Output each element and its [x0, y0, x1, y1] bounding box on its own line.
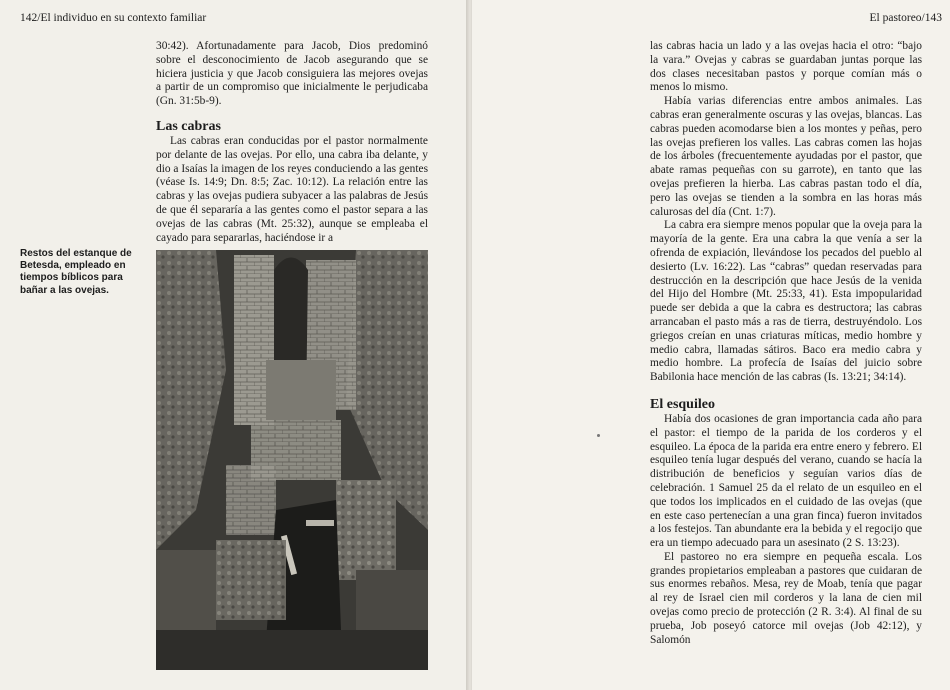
left-text-block	[156, 40, 428, 245]
right-paragraph-4: Había dos ocasiones de gran importancia cada año para el pastor: el tiempo de la parida de los corderos y el esquileo. La época de la parida era entre enero y febrero. El esquileo tenía lugar después del verano, cuando se hacía la distribución de beneficios y seguían varios días de celebración. 1 Samuel 25 da el relato de un esquileo en el que todos los implicados en el cuidado de las ovejas (que en este caso pertenecían a una gran finca) fueron invitados a los festejos. Tan abundante era la bebida y el regocijo que era un tiempo adecuado para un asesinato (2 S. 13:23).	[650, 412, 922, 550]
left-page	[0, 0, 468, 690]
right-paragraph-3: La cabra era siempre menos popular que la oveja para la mayoría de la gente. Era una cabra la que venía a ser la ofrenda de expiación, llevándose los pecados del pueblo al desierto (Lv. 16:22). Las “cabras” quedan reservadas para destrucción en la descripción que hace Jesús de la venida del Hijo del Hombre (Mt. 25:33, 41). Esta impopularidad puede ser debida a que la cabra es destructora; las cabras arrancaban el pasto más a ras de tierra, destruyéndolo. Los griegos creían en unas criaturas míticas, medio hombre y medio cabra, llamadas sátiros. Baco era medio cabra y medio hombre. La profecía de Isaías del juicio sobre Babilonia hace mención de las cabras (Is. 13:21; 34:14).	[650, 219, 922, 384]
right-page	[472, 0, 950, 690]
right-running-header: El pastoreo/143	[869, 12, 942, 24]
right-paragraph-1: las cabras hacia un lado y a las ovejas hacia el otro: “bajo la vara.” Ovejas y cabras se guardaban juntas porque las dos clases necesitaban pastos y porque comían más o menos lo mismo.	[650, 40, 922, 94]
margin-dot-mark	[597, 434, 600, 437]
bethesda-pool-photo	[156, 250, 428, 670]
left-running-header: 142/El individuo en su contexto familiar	[20, 12, 207, 24]
intro-paragraph: 30:42). Afortunadamente para Jacob, Dios predominó sobre el desconocimiento de Jacob asegurando que se hiciera justicia y que Jacob consiguiera las mejores ovejas a partir de un compromiso que inicialmente le perjudicaba (Gn. 31:5b-9).	[156, 40, 428, 108]
section-heading-esquileo: El esquileo	[650, 396, 715, 412]
cabras-paragraph: Las cabras eran conducidas por el pastor normalmente por delante de las ovejas. Por ello, una cabra iba delante, y dio a Isaías la imagen de los reyes conduciendo a las gentes (véase Is. 14:9; Dn. 8:5; Zac. 10:12). La relación entre las cabras y las ovejas pudiera subyacer a las palabras de Jesús de que él separaría a las gentes como el pastor separa a las ovejas de las cabras (Mt. 25:32), aunque se empleaba el cayado para separarlas, haciéndose ir a	[156, 134, 428, 244]
right-paragraph-2: Había varias diferencias entre ambos animales. Las cabras eran generalmente oscuras y las ovejas, blancas. Las cabras pueden acomodarse bien a los montes y peñas, pero las ovejas prefieren los valles. Las cabras comen las hojas de los árboles (frecuentemente ayudadas por el pastor, que abate ramas pequeñas con su garrote), en tanto que las ovejas prefieren la hierba. Las cabras pastan todo el día, pero las ovejas se tienden a la sombra en las horas más calurosas del día (Cnt. 1:7).	[650, 95, 922, 218]
section-heading-cabras: Las cabras	[156, 118, 221, 134]
photo-caption: Restos del estanque de Betesda, empleado en tiempos bíblicos para bañar a las ovejas.	[20, 248, 132, 296]
right-paragraph-5: El pastoreo no era siempre en pequeña escala. Los grandes propietarios empleaban a pastores que cuidaran de sus enormes rebaños. Mesa, rey de Moab, tenía que pagar al rey de Israel cien mil corderos y la lana de cien mil ovejas como precio de protección (2 R. 3:4). Al final de su prueba, Job poseyó catorce mil ovejas (Job 42:12), y Salomón	[650, 550, 922, 646]
right-text-block	[650, 40, 922, 647]
